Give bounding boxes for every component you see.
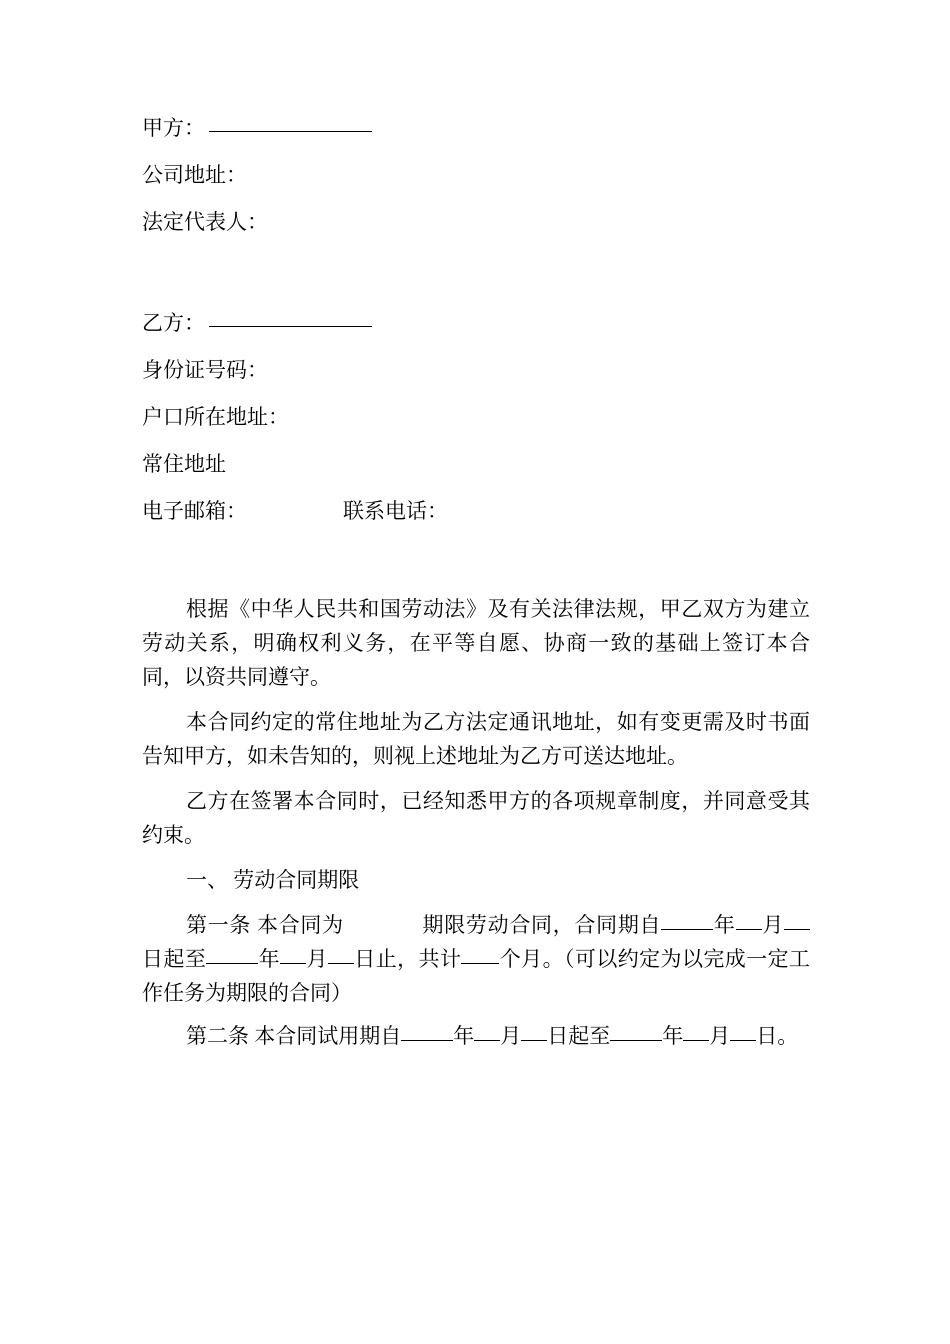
- article-two-year2-blank: [610, 1040, 662, 1041]
- article-one-months-unit: 个月。（可以约定为以完成一定工作任务为期限的合同）: [142, 947, 811, 1006]
- party-b-household-address-label: 户口所在地址：: [142, 405, 289, 429]
- spacer-between-parties: [142, 259, 810, 313]
- party-b-contact-line: [142, 501, 810, 522]
- article-one-prefix: 第一条 本合同为: [186, 913, 344, 938]
- article-two-year1: 年: [453, 1024, 475, 1049]
- article-two-month2-blank: [683, 1040, 709, 1041]
- article-two-year1-blank: [401, 1040, 453, 1041]
- party-a-address-label: 公司地址：: [142, 163, 247, 187]
- article-one-month2: 月: [306, 947, 328, 972]
- article-one-year2: 年: [258, 947, 281, 972]
- article-one-month2-blank: [280, 963, 306, 964]
- article-two-day1-blank: [521, 1040, 547, 1041]
- article-one-day2-blank: [328, 963, 354, 964]
- article-one-year1-blank: [661, 929, 713, 930]
- article-one-day-end: 日止，共计: [353, 947, 462, 972]
- party-a-legal-rep-label: 法定代表人：: [142, 210, 268, 234]
- preamble-paragraph-2: 本合同约定的常住地址为乙方法定通讯地址，如有变更需及时书面告知甲方，如未告知的，则视上述地址为乙方可送达地址。: [142, 710, 810, 769]
- article-one-day-start: 日起至: [142, 947, 207, 972]
- preamble-paragraph-3: 乙方在签署本合同时，已经知悉甲方的各项规章制度，并同意受其约束。: [142, 789, 810, 848]
- preamble-paragraph-1: 根据《中华人民共和国劳动法》及有关法律法规，甲乙双方为建立劳动关系，明确权利义务，在平等自愿、协商一致的基础上签订本合同，以资共同遵守。: [142, 597, 810, 690]
- article-one-month1: 月: [761, 913, 785, 938]
- party-b-permanent-address-line: [142, 454, 810, 475]
- party-a-name-label: 甲方：: [142, 116, 205, 140]
- party-a-legal-rep-line: [142, 212, 810, 233]
- party-b-household-address-line: [142, 407, 810, 428]
- article-one-year2-blank: [206, 963, 258, 964]
- party-b-permanent-address-label: 常住地址: [142, 452, 226, 476]
- party-a-name-line: [142, 118, 810, 139]
- party-b-name-label: 乙方：: [142, 311, 205, 335]
- article-two-month1: 月: [500, 1024, 522, 1049]
- article-one-mid: 期限劳动合同，合同期自: [421, 913, 662, 938]
- article-two-month1-blank: [474, 1040, 500, 1041]
- spacer-before-preamble: [142, 548, 810, 592]
- party-a-address-line: [142, 165, 810, 186]
- article-one-months-blank: [461, 963, 499, 964]
- section-one-heading: 一、 劳动合同期限: [186, 868, 360, 893]
- article-two-day-end: 日。: [756, 1024, 799, 1049]
- party-b-name-line: [142, 313, 810, 334]
- article-two-year2: 年: [662, 1024, 684, 1049]
- party-a-name-blank: [209, 131, 372, 132]
- party-b-email-label: 电子邮箱：: [142, 499, 247, 523]
- party-b-id-line: [142, 360, 810, 381]
- document-body: [142, 118, 810, 1053]
- article-one-day1-blank: [784, 929, 810, 930]
- article-one-month1-blank: [736, 929, 762, 930]
- article-two-paragraph: [142, 1019, 810, 1053]
- party-b-id-label: 身份证号码：: [142, 358, 268, 382]
- party-b-phone-label: 联系电话：: [343, 499, 448, 523]
- article-two-prefix: 第二条 本合同试用期自: [186, 1024, 402, 1049]
- article-one-year1: 年: [713, 913, 736, 938]
- article-two-day-start: 日起至: [547, 1024, 611, 1049]
- article-two-day2-blank: [730, 1040, 756, 1041]
- party-b-name-blank: [209, 326, 372, 327]
- article-two-month2: 月: [709, 1024, 731, 1049]
- article-one-paragraph: [142, 908, 810, 1010]
